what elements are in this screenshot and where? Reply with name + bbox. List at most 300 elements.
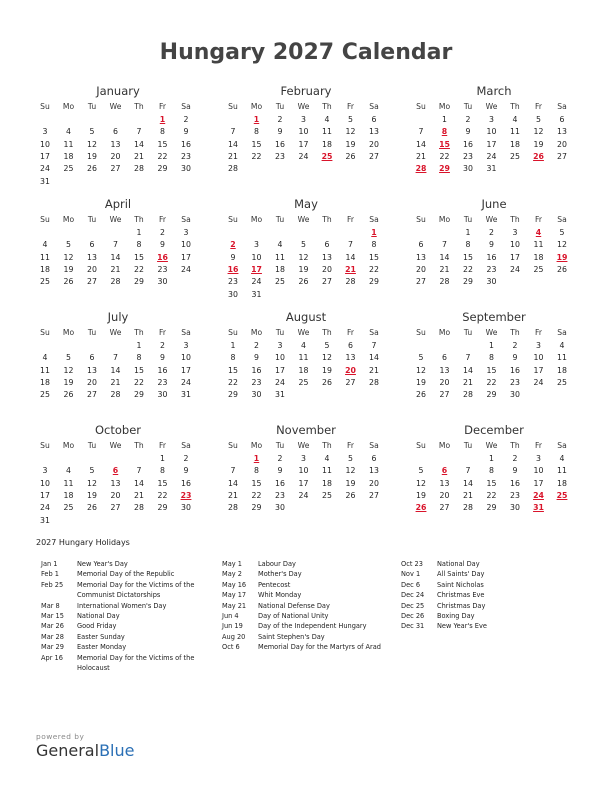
weekday-label: We: [485, 328, 498, 337]
calendar-day: 13: [110, 139, 121, 149]
calendar-day: 12: [298, 252, 309, 262]
calendar-day: 28: [463, 390, 473, 400]
holiday-row: [401, 559, 587, 569]
month-name: June: [481, 197, 507, 211]
calendar-day: 15: [228, 365, 238, 375]
month-name: January: [96, 84, 140, 98]
calendar-day: 5: [66, 240, 71, 250]
holiday-date: 20: [345, 365, 356, 375]
calendar-day: 15: [486, 365, 497, 375]
calendar-day: 12: [63, 365, 74, 375]
calendar-day: 25: [322, 490, 332, 500]
calendar-day: 26: [87, 164, 97, 174]
calendar-day: 13: [557, 127, 567, 137]
holiday-date: 1: [253, 454, 260, 463]
holiday-date-label: Mar 15: [41, 612, 64, 621]
weekday-label: Fr: [347, 328, 354, 337]
month-name: February: [280, 84, 332, 98]
weekday-label: Th: [134, 102, 144, 111]
calendar-day: 10: [40, 478, 50, 488]
calendar-day: 4: [42, 353, 48, 363]
calendar-day: 13: [87, 252, 97, 262]
calendar-day: 9: [254, 353, 259, 363]
calendar-day: 24: [298, 151, 309, 161]
holiday-name: Day of National Unity: [258, 612, 329, 621]
calendar-day: 27: [439, 390, 450, 400]
calendar-day: 4: [559, 341, 565, 350]
weekday-label: Th: [510, 328, 520, 337]
calendar-day: 12: [87, 478, 97, 488]
calendar-day: 18: [40, 377, 50, 387]
holiday-date-label: Dec 26: [401, 612, 425, 621]
calendar-day: 30: [510, 390, 520, 400]
calendar-day: 21: [228, 151, 238, 161]
calendar-day: 3: [536, 341, 541, 350]
calendar-day: 24: [181, 377, 191, 387]
holiday-date-label: Mar 28: [41, 632, 64, 641]
calendar-day: 14: [110, 365, 121, 375]
weekday-label: Sa: [557, 441, 567, 450]
calendar-day: 11: [533, 240, 544, 250]
calendar-day: 15: [369, 252, 379, 262]
calendar-day: 18: [40, 264, 50, 274]
weekday-label: Th: [510, 441, 520, 450]
weekday-label: Mo: [438, 441, 451, 450]
calendar-day: 17: [533, 478, 544, 488]
calendar-day: 8: [465, 240, 471, 250]
calendar-day: 8: [254, 466, 259, 476]
holiday-date-label: Mar 26: [41, 622, 64, 631]
calendar-day: 27: [369, 490, 379, 500]
holiday-name: National Defense Day: [258, 601, 330, 610]
calendar-day: 1: [136, 228, 142, 237]
weekday-label: Sa: [557, 102, 567, 111]
calendar-day: 25: [40, 390, 50, 400]
calendar-day: 10: [533, 466, 544, 476]
holiday-date-label: May 17: [222, 591, 247, 600]
calendar-day: 31: [251, 289, 262, 299]
calendar-day: 23: [181, 151, 191, 161]
calendar-day: 23: [228, 277, 238, 287]
calendar-day: 3: [301, 115, 306, 124]
weekday-label: Fr: [159, 215, 166, 224]
calendar-day: 24: [251, 277, 262, 287]
calendar-day: 17: [40, 490, 50, 500]
holiday-name: New Year's Eve: [437, 622, 487, 631]
calendar-day: 12: [557, 240, 567, 250]
calendar-day: 22: [228, 377, 238, 387]
calendar-day: 11: [40, 365, 50, 375]
calendar-day: 3: [536, 454, 541, 463]
calendar-day: 12: [345, 127, 356, 137]
holiday-row: [41, 642, 227, 652]
calendar-day: 21: [134, 151, 144, 161]
calendar-day: 14: [228, 478, 238, 488]
calendar-day: 14: [134, 478, 144, 488]
weekday-label: We: [109, 328, 122, 337]
holiday-column: [401, 559, 587, 632]
calendar-day: 20: [87, 377, 97, 387]
calendar-day: 15: [157, 139, 168, 149]
weekday-label: Sa: [181, 441, 191, 450]
calendar-day: 1: [136, 341, 142, 350]
holiday-row: [41, 632, 227, 642]
calendar-day: 11: [557, 353, 567, 363]
weekday-label: Sa: [181, 215, 191, 224]
calendar-day: 2: [183, 115, 189, 124]
holiday-name: Whit Monday: [258, 591, 302, 600]
calendar-day: 8: [136, 240, 142, 250]
calendar-day: 27: [369, 151, 379, 161]
weekday-label: Sa: [181, 102, 191, 111]
weekday-label: Tu: [463, 102, 473, 111]
calendar-day: 10: [510, 240, 520, 250]
calendar-day: 21: [228, 490, 238, 500]
calendar-day: 17: [181, 365, 191, 375]
calendar-day: 6: [442, 353, 447, 363]
holiday-date: 28: [415, 164, 427, 174]
calendar-day: 12: [63, 252, 74, 262]
holiday-date: 26: [533, 151, 544, 161]
calendar-day: 4: [66, 127, 71, 137]
holiday-row: [222, 569, 408, 579]
holiday-row: [222, 611, 408, 621]
calendar-day: 5: [559, 228, 565, 237]
calendar-day: 21: [439, 264, 450, 274]
holiday-date-label: Jan 1: [41, 560, 58, 568]
month-name: December: [464, 423, 524, 437]
calendar-day: 8: [160, 127, 165, 137]
calendar-day: 18: [510, 139, 520, 149]
calendar-day: 11: [298, 353, 309, 363]
weekday-label: Su: [228, 328, 238, 337]
holiday-row: [401, 621, 587, 631]
calendar-day: 15: [251, 139, 262, 149]
page-title: Hungary 2027 Calendar: [159, 40, 453, 65]
month-name: November: [276, 423, 336, 437]
calendar-day: 17: [486, 139, 497, 149]
holiday-row: [222, 601, 408, 611]
holiday-date-label: Feb 25: [41, 580, 64, 589]
calendar-day: 17: [298, 139, 309, 149]
calendar-day: 20: [369, 139, 379, 149]
weekday-label: We: [485, 441, 498, 450]
holiday-row: [401, 580, 587, 590]
calendar-day: 26: [63, 390, 74, 400]
logo-blue: Blue: [99, 741, 135, 760]
holiday-date: 1: [159, 115, 166, 124]
calendar-day: 30: [251, 390, 262, 400]
calendar-day: 7: [113, 240, 118, 250]
calendar-day: 25: [275, 277, 285, 287]
weekday-label: Tu: [87, 102, 97, 111]
calendar-day: 4: [512, 115, 518, 124]
holiday-date: 16: [157, 252, 168, 262]
holiday-date: 4: [535, 228, 542, 237]
calendar-day: 3: [512, 228, 518, 237]
weekday-label: Tu: [275, 441, 285, 450]
holiday-name: Good Friday: [77, 622, 117, 631]
calendar-day: 23: [275, 151, 285, 161]
weekday-label: Su: [40, 102, 50, 111]
calendar-day: 5: [324, 341, 330, 350]
weekday-label: Mo: [250, 441, 263, 450]
calendar-day: 7: [418, 127, 424, 137]
calendar-day: 6: [371, 115, 377, 124]
calendar-day: 28: [463, 503, 473, 513]
holiday-row: [41, 580, 227, 601]
calendar-day: 13: [110, 478, 121, 488]
calendar-day: 2: [465, 115, 471, 124]
calendar-day: 3: [183, 341, 189, 350]
calendar-day: 14: [228, 139, 238, 149]
calendar-day: 19: [87, 490, 97, 500]
calendar-day: 3: [489, 115, 494, 124]
calendar-day: 3: [183, 228, 189, 237]
weekday-label: We: [485, 215, 498, 224]
calendar-day: 25: [40, 277, 50, 287]
calendar-day: 13: [439, 365, 450, 375]
holiday-date-label: Dec 31: [401, 622, 425, 631]
holiday-row: [41, 653, 227, 674]
holiday-name: Day of the Independent Hungary: [258, 622, 367, 631]
calendar-day: 4: [559, 454, 565, 463]
calendar-day: 27: [345, 377, 356, 387]
calendar-day: 18: [63, 490, 74, 500]
calendar-day: 31: [181, 390, 191, 400]
weekday-label: Th: [510, 215, 520, 224]
holiday-name: Christmas Eve: [437, 591, 485, 600]
calendar-day: 26: [345, 490, 356, 500]
weekday-label: Tu: [463, 215, 473, 224]
calendar-day: 28: [134, 503, 144, 513]
calendar-day: 20: [322, 264, 332, 274]
weekday-label: Th: [322, 441, 332, 450]
calendar-day: 6: [89, 353, 95, 363]
weekday-label: Fr: [535, 328, 542, 337]
holiday-date: 29: [439, 164, 450, 174]
calendar-day: 7: [230, 466, 236, 476]
calendar-day: 11: [557, 466, 567, 476]
holiday-date: 24: [533, 490, 544, 500]
month-name: March: [476, 84, 512, 98]
calendar-day: 2: [254, 341, 259, 350]
calendar-day: 23: [463, 151, 473, 161]
weekday-label: Th: [322, 102, 332, 111]
calendar-day: 26: [416, 390, 426, 400]
calendar-day: 29: [486, 503, 497, 513]
calendar-day: 23: [275, 490, 285, 500]
calendar-day: 6: [348, 341, 353, 350]
weekday-label: Sa: [181, 328, 191, 337]
calendar-day: 26: [557, 264, 567, 274]
calendar-day: 31: [40, 515, 50, 525]
calendar-day: 11: [322, 127, 332, 137]
calendar-day: 4: [324, 454, 330, 463]
calendar-day: 2: [160, 228, 165, 237]
holiday-row: [222, 559, 408, 569]
holiday-row: [401, 569, 587, 579]
holiday-date: 1: [253, 115, 260, 124]
calendar-day: 14: [439, 252, 450, 262]
calendar-day: 25: [510, 151, 520, 161]
calendar-day: 18: [322, 478, 332, 488]
calendar-day: 5: [348, 115, 353, 124]
calendar-day: 4: [324, 115, 330, 124]
calendar-day: 4: [66, 466, 71, 476]
calendar-day: 13: [369, 466, 379, 476]
holiday-name: New Year's Day: [77, 560, 128, 568]
holiday-date: 1: [371, 228, 377, 237]
holiday-date-label: Oct 6: [222, 643, 240, 652]
calendar-day: 6: [324, 240, 330, 250]
holiday-date-label: Nov 1: [401, 570, 421, 579]
weekday-label: Su: [40, 328, 50, 337]
calendar-day: 16: [181, 139, 191, 149]
holiday-date-label: Dec 24: [401, 591, 425, 600]
calendar-day: 11: [40, 252, 50, 262]
holiday-date: 15: [439, 139, 450, 149]
calendar-day: 12: [416, 478, 426, 488]
calendar-day: 29: [228, 390, 238, 400]
calendar-day: 17: [275, 365, 285, 375]
calendar-day: 30: [157, 390, 168, 400]
calendar-day: 18: [533, 252, 544, 262]
calendar-day: 19: [63, 377, 74, 387]
calendar-day: 30: [228, 289, 238, 299]
weekday-label: Mo: [62, 102, 75, 111]
calendar-day: 22: [251, 490, 262, 500]
calendar-day: 9: [160, 353, 165, 363]
calendar-day: 20: [439, 490, 450, 500]
calendar-day: 23: [486, 264, 497, 274]
holiday-date-label: Oct 23: [401, 560, 423, 568]
calendar-day: 30: [275, 503, 285, 513]
weekday-label: We: [297, 215, 310, 224]
calendar-day: 7: [136, 466, 142, 476]
calendar-day: 27: [110, 164, 121, 174]
calendar-day: 27: [416, 277, 426, 287]
calendar-day: 10: [486, 127, 497, 137]
holidays-title: 2027 Hungary Holidays: [36, 538, 130, 547]
holiday-date-label: Apr 16: [41, 653, 63, 662]
calendar-day: 14: [110, 252, 121, 262]
calendar-day: 8: [160, 466, 165, 476]
calendar-day: 12: [533, 127, 544, 137]
calendar-day: 7: [348, 240, 353, 250]
holiday-date: 17: [251, 264, 262, 274]
calendar-day: 5: [418, 353, 424, 363]
weekday-label: Fr: [159, 441, 166, 450]
calendar-day: 28: [228, 164, 238, 174]
holiday-date: 6: [441, 466, 448, 476]
calendar-day: 11: [510, 127, 520, 137]
calendar-day: 16: [510, 478, 520, 488]
calendar-day: 13: [87, 365, 97, 375]
calendar-day: 24: [486, 151, 497, 161]
calendar-day: 9: [277, 127, 283, 137]
calendar-day: 21: [110, 264, 121, 274]
calendar-day: 26: [345, 151, 356, 161]
calendar-day: 7: [442, 240, 447, 250]
month-name: September: [462, 310, 526, 324]
calendar-day: 12: [345, 466, 356, 476]
calendar-day: 3: [277, 341, 283, 350]
weekday-label: Su: [228, 441, 238, 450]
calendar-day: 22: [463, 264, 473, 274]
calendar-day: 15: [134, 252, 144, 262]
calendar-day: 29: [486, 390, 497, 400]
calendar-day: 7: [136, 127, 142, 137]
calendar-day: 8: [489, 466, 494, 476]
calendar-day: 5: [348, 454, 353, 463]
calendar-day: 13: [322, 252, 332, 262]
holiday-date-label: Mar 29: [41, 643, 64, 652]
month-name: April: [104, 197, 132, 211]
holiday-date-label: May 1: [222, 560, 242, 568]
calendar-day: 15: [134, 365, 144, 375]
calendar-day: 2: [183, 454, 189, 463]
calendar-day: 29: [369, 277, 379, 287]
weekday-label: Su: [228, 215, 238, 224]
holiday-name: Memorial Day for the Victims of the Communist Dictatorships: [77, 580, 195, 600]
calendar-day: 20: [369, 478, 379, 488]
weekday-label: Tu: [463, 441, 473, 450]
calendar-day: 28: [439, 277, 450, 287]
calendar-day: 30: [157, 277, 168, 287]
calendar-day: 27: [322, 277, 332, 287]
holiday-row: [401, 590, 587, 600]
calendar-day: 10: [533, 353, 544, 363]
calendar-day: 28: [134, 164, 144, 174]
weekday-label: We: [297, 102, 310, 111]
weekday-label: Su: [416, 441, 426, 450]
calendar-day: 21: [369, 365, 379, 375]
holiday-row: [41, 611, 227, 621]
holiday-date: 23: [180, 490, 192, 500]
calendar-day: 5: [301, 240, 306, 250]
holiday-date-label: May 21: [222, 601, 247, 610]
weekday-label: We: [109, 441, 122, 450]
calendar-day: 10: [181, 353, 191, 363]
weekday-label: Su: [416, 215, 426, 224]
calendar-day: 9: [465, 127, 471, 137]
calendar-day: 24: [40, 164, 50, 174]
weekday-label: Tu: [275, 102, 285, 111]
calendar-day: 27: [439, 503, 450, 513]
calendar-day: 13: [345, 353, 356, 363]
holiday-date: 6: [112, 466, 119, 476]
calendar-day: 5: [536, 115, 541, 124]
calendar-day: 22: [369, 264, 379, 274]
calendar-day: 24: [275, 377, 285, 387]
calendar-day: 21: [463, 490, 473, 500]
calendar-day: 14: [463, 365, 473, 375]
calendar-day: 29: [157, 503, 168, 513]
weekday-label: We: [297, 441, 310, 450]
calendar-day: 1: [230, 341, 236, 350]
weekday-label: Mo: [62, 215, 75, 224]
weekday-label: Th: [134, 215, 144, 224]
calendar-day: 17: [533, 365, 544, 375]
calendar-day: 15: [157, 478, 168, 488]
weekday-label: We: [485, 102, 498, 111]
calendar-day: 30: [181, 503, 191, 513]
holiday-date: 19: [556, 252, 568, 262]
calendar-day: 16: [486, 252, 497, 262]
calendar-day: 21: [110, 377, 121, 387]
holiday-date: 16: [227, 264, 239, 274]
